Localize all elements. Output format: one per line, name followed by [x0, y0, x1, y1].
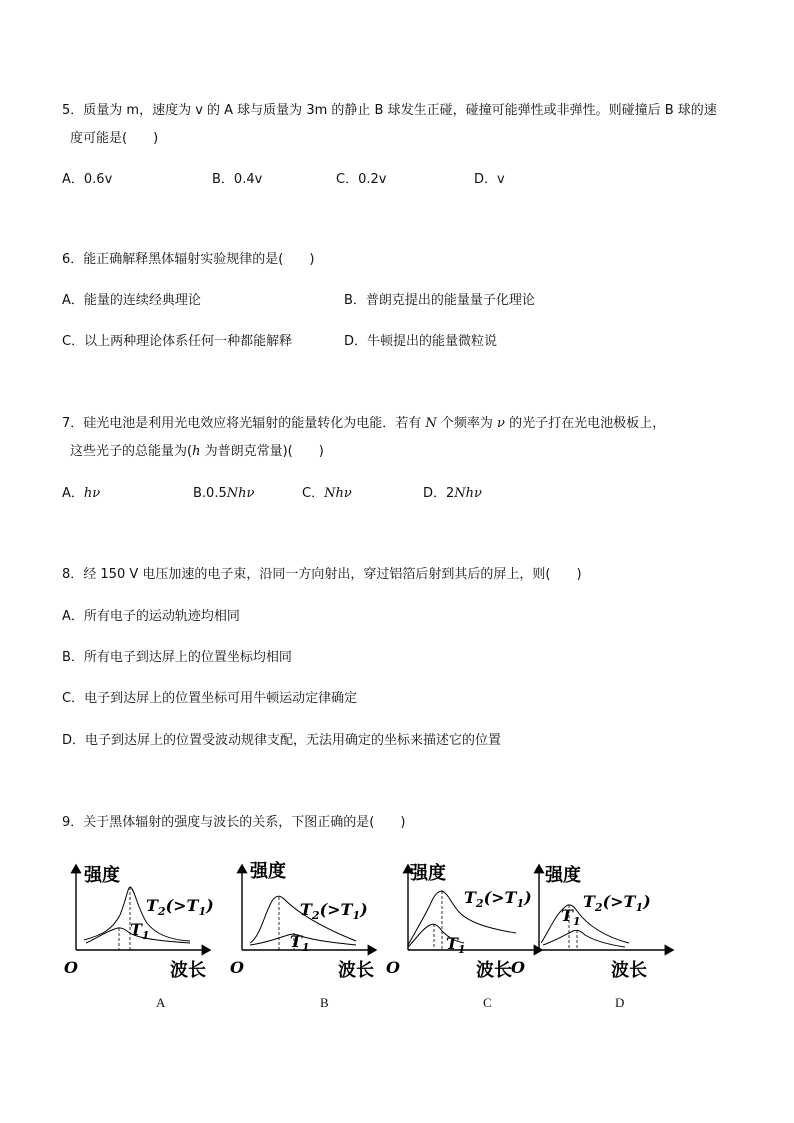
figure-d [511, 855, 680, 989]
figure-b [228, 855, 383, 989]
q8-option-a: A．所有电子的运动轨迹均相同 [62, 609, 240, 624]
origin-label: O [230, 958, 244, 977]
q7-var-h: h [192, 444, 201, 459]
series-t1-label: $T_1$ [130, 920, 150, 942]
figure-b-caption: B [320, 995, 329, 1010]
series-t2-label: $T_2(>T_1)$ [464, 888, 532, 910]
y-axis-label: 强度 [545, 865, 581, 886]
curve-t1 [543, 930, 625, 947]
figure-a-caption: A [156, 995, 166, 1010]
q7-option-a-label: A． [62, 486, 84, 501]
series-t1-label: $T_1$ [561, 906, 581, 928]
q5-option-a: A．0.6v [62, 172, 113, 187]
series-t1-label: $T_1$ [446, 934, 466, 956]
q5-option-b: B．0.4v [212, 172, 263, 187]
q7-text: 7．硅光电池是利用光电效应将光辐射的能量转化为电能．若有 [62, 416, 426, 431]
q6-option-c: C．以上两种理论体系任何一种都能解释 [62, 334, 293, 349]
x-axis-label: 波长 [611, 960, 647, 981]
x-axis-label: 波长 [338, 960, 374, 981]
q8-option-c: C．电子到达屏上的位置坐标可用牛顿运动定律确定 [62, 691, 358, 706]
x-axis-label: 波长 [476, 960, 512, 981]
q5-option-c: C．0.2v [336, 172, 387, 187]
q7-option-d-expr: Nhν [454, 486, 482, 501]
q5-option-d: D．v [474, 172, 505, 187]
q9-stem: 9．关于黑体辐射的强度与波长的关系，下图正确的是( ) [62, 815, 406, 830]
q8-stem: 8．经 150 V 电压加速的电子束，沿同一方向射出，穿过铝箔后射到其后的屏上，则( ) [62, 567, 582, 582]
q7-text: 个频率为 [436, 416, 498, 431]
q7-var-nu: ν [497, 416, 505, 431]
q6-option-d: D．牛顿提出的能量微粒说 [344, 334, 498, 349]
series-t2-label: $T_2(>T_1)$ [146, 896, 214, 918]
figure-d-caption: D [615, 995, 625, 1010]
x-axis-label: 波长 [170, 960, 206, 981]
q7-option-a [62, 485, 100, 503]
q7-text: 的光子打在光电池极板上， [504, 416, 666, 431]
y-axis-label: 强度 [84, 865, 120, 886]
series-t2-label: $T_2(>T_1)$ [300, 900, 368, 922]
y-axis-label: 强度 [410, 863, 446, 884]
figure-c-caption: C [483, 995, 492, 1010]
origin-label: O [386, 958, 400, 977]
q7-option-b-label: B.0.5 [193, 486, 227, 501]
q7-option-c [302, 485, 352, 503]
q6-stem: 6．能正确解释黑体辐射实验规律的是( ) [62, 252, 315, 267]
origin-label: O [64, 958, 78, 977]
q7-text: 这些光子的总能量为( [70, 444, 193, 459]
q7-option-d-label: D．2 [423, 486, 455, 501]
q7-stem-line1 [62, 415, 665, 433]
q7-option-c-label: C． [302, 486, 325, 501]
q8-option-d: D．电子到达屏上的位置受波动规律支配，无法用确定的坐标来描述它的位置 [62, 733, 502, 748]
figure-a [62, 855, 217, 989]
q7-option-b-expr: Nhν [226, 486, 255, 501]
q7-var-n: N [425, 416, 437, 431]
series-t2-label: $T_2(>T_1)$ [583, 892, 651, 914]
q5-stem-line2: 度可能是( ) [70, 131, 159, 146]
q5-stem-line1: 5．质量为 m，速度为 v 的 A 球与质量为 3m 的静止 B 球发生正碰，碰撞可能弹性或非弹性。则碰撞后 B 球的速 [62, 103, 717, 118]
q7-option-c-expr: Nhν [324, 486, 352, 501]
q7-option-b [193, 485, 254, 503]
q8-option-b: B．所有电子到达屏上的位置坐标均相同 [62, 650, 292, 665]
series-t1-label: $T_1$ [290, 932, 310, 954]
q7-stem-line2 [70, 443, 324, 461]
q7-option-a-expr: hν [83, 486, 101, 501]
q7-text: 为普朗克常量)( ) [200, 444, 324, 459]
y-axis-label: 强度 [250, 861, 286, 882]
origin-label: O [511, 958, 525, 977]
q6-option-b: B．普朗克提出的能量量子化理论 [344, 293, 535, 308]
q6-option-a: A．能量的连续经典理论 [62, 293, 201, 308]
q7-option-d [423, 485, 482, 503]
